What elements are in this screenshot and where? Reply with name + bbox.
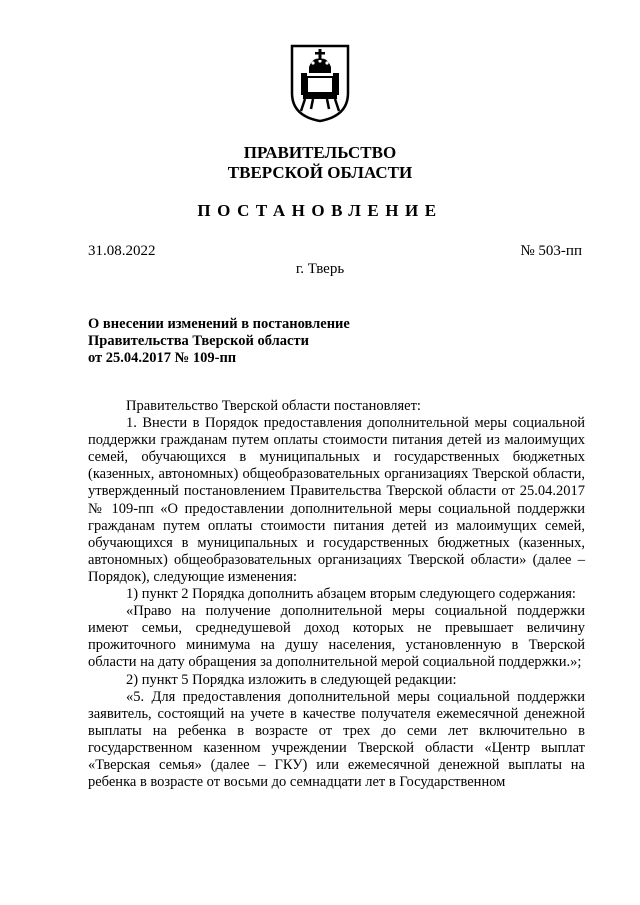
tver-coat-of-arms-icon (289, 43, 351, 123)
subject-line: Правительства Тверской области (88, 333, 309, 349)
document-subject (88, 316, 448, 367)
body-paragraph: 2) пункт 5 Порядка изложить в следующей редакции: (126, 671, 457, 688)
document-city: г. Тверь (295, 261, 345, 277)
body-paragraph: 1) пункт 2 Порядка дополнить абзацем вторым следующего содержания: (126, 586, 576, 603)
organization-name-line2: ТВЕРСКОЙ ОБЛАСТИ (227, 163, 413, 182)
body-paragraph: 1. Внести в Порядок предоставления дополнительной меры социальной поддержки гражданам путем оплаты стоимости питания детей из малоимущих семей, обучающихся в муниципальных и государственных бюджетных (казенных, автономных) общеобразовательных организациях Тверской области, утвержденный постановлением Правительства Тверской области от 25.04.2017 № 109-пп «О предоставлении дополнительной меры социальной поддержки гражданам путем оплаты стоимости питания детей из малоимущих семей, обучающихся в муниципальных и государственных бюджетных (казенных, автономных) общеобразовательных организациях Тверской области» (далее – Порядок), следующие изменения: (88, 415, 585, 585)
document-date: 31.08.2022 (88, 243, 156, 259)
organization-name-line1: ПРАВИТЕЛЬСТВО (243, 143, 397, 162)
document-type-title: ПОСТАНОВЛЕНИЕ (197, 201, 443, 220)
body-paragraph: «Право на получение дополнительной меры социальной поддержки имеют семьи, среднедушевой доход которых не превышает величину прожиточного минимума на душу населения, установленную в Тверской области на дату обращения за дополнительной мерой социальной поддержки.»; (88, 603, 585, 671)
document-body (88, 398, 585, 791)
body-paragraph: Правительство Тверской области постановляет: (126, 398, 421, 414)
subject-line: от 25.04.2017 № 109-пп (88, 350, 237, 366)
body-paragraph: «5. Для предоставления дополнительной меры социальной поддержки заявитель, состоящий на учете в качестве получателя ежемесячной денежной выплаты на ребенка в возрасте от трех до семи лет включительно в государственном казенном учреждении Тверской области «Центр выплат «Тверская семья» (далее – ГКУ) или ежемесячной денежной выплаты на ребенка в возрасте от восьми до семнадцати лет в Государственном (88, 688, 585, 791)
document-number: № 503-пп (520, 243, 582, 259)
subject-line: О внесении изменений в постановление (88, 316, 350, 332)
